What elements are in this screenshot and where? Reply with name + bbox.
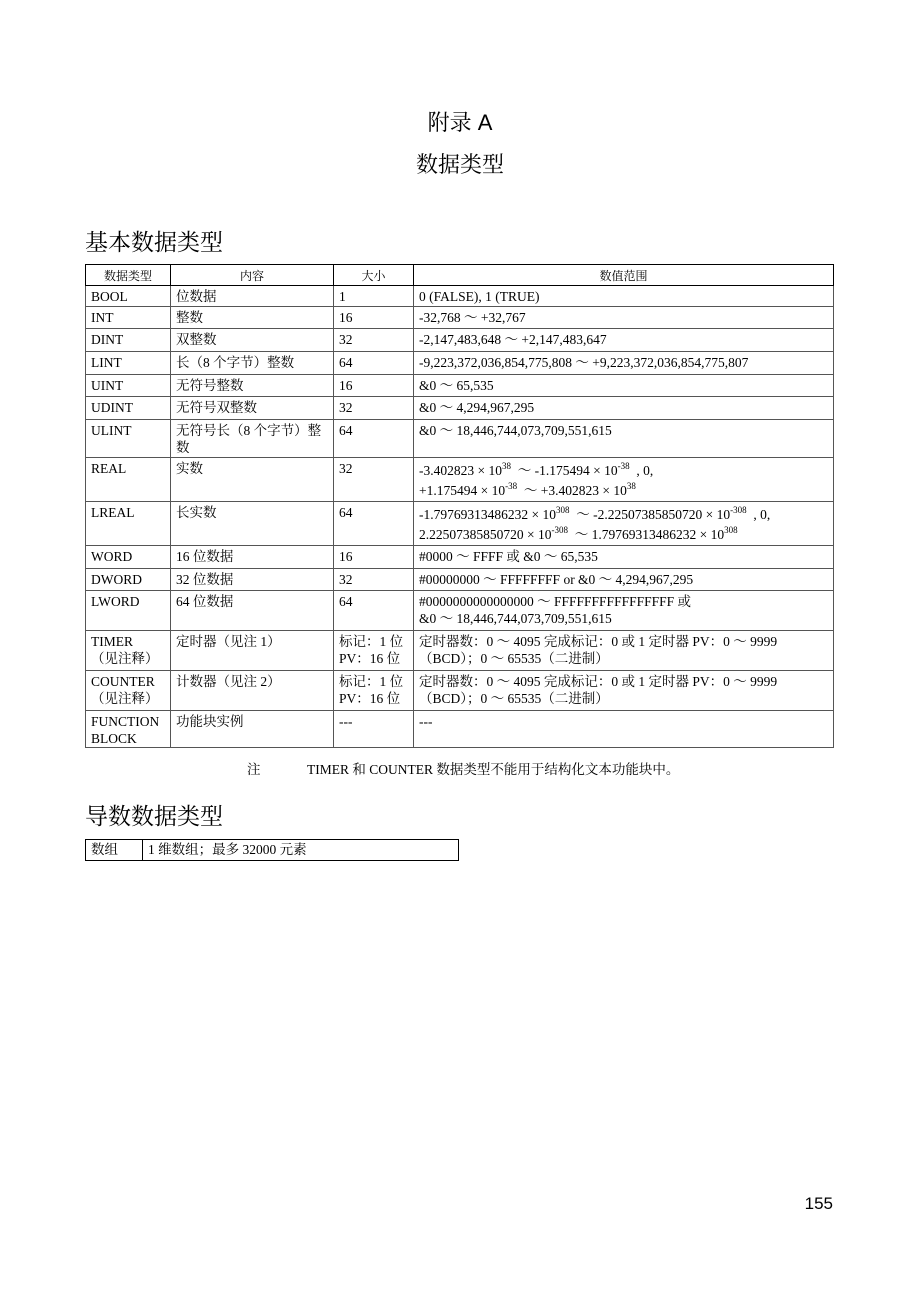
cell-line: （见注释） [91, 651, 159, 666]
cell-size [334, 375, 414, 397]
cell-line: LWORD [91, 594, 140, 609]
cell-size [334, 671, 414, 711]
cell-line: 功能块实例 [176, 714, 244, 729]
cell-line: LINT [91, 355, 122, 370]
cell-line: ULINT [91, 423, 132, 438]
table-row [86, 458, 834, 502]
derived-type-description: 1 维数组；最多 32000 元素 [143, 840, 459, 861]
cell-line: 32 [339, 400, 353, 415]
cell-line: DWORD [91, 572, 142, 587]
cell-line: 64 [339, 594, 353, 609]
cell-range [414, 397, 834, 420]
table-row [86, 546, 834, 569]
cell-line: LREAL [91, 505, 135, 520]
cell-line: （见注释） [91, 691, 159, 706]
exponent: 38 [501, 461, 511, 471]
column-header-content: 内容 [171, 265, 334, 286]
cell-content [171, 546, 334, 569]
cell-content [171, 420, 334, 458]
cell-line: PV：16 位 [339, 691, 401, 706]
cell-line: --- [419, 714, 433, 729]
cell-content [171, 711, 334, 748]
cell-line: #00000000 ～ FFFFFFFF or &0 ～ 4,294,967,295 [419, 572, 694, 587]
cell-range [414, 671, 834, 711]
cell-type [86, 711, 171, 748]
cell-content [171, 458, 334, 502]
cell-size [334, 458, 414, 502]
cell-type [86, 397, 171, 420]
cell-line [419, 461, 829, 481]
cell-type [86, 286, 171, 307]
cell-size [334, 307, 414, 329]
cell-line: 计数器（见注 2） [176, 674, 281, 689]
cell-line: （BCD）；0 ～ 65535（二进制） [419, 651, 609, 666]
cell-content [171, 286, 334, 307]
appendix-title: 附录 A [427, 110, 493, 135]
column-header-size: 大小 [334, 265, 414, 286]
cell-type [86, 329, 171, 352]
cell-line: BLOCK [91, 731, 137, 746]
cell-size [334, 502, 414, 546]
page-subtitle: 数据类型 [415, 152, 504, 177]
basic-types-heading: 基本数据类型 [85, 229, 223, 255]
cell-line: 位数据 [176, 289, 217, 304]
cell-line: （BCD）；0 ～ 65535（二进制） [419, 691, 609, 706]
table-row [86, 569, 834, 591]
cell-line: 32 [339, 461, 353, 476]
table-row [86, 840, 459, 861]
cell-type [86, 569, 171, 591]
range-text: , 0, [746, 507, 771, 522]
cell-line: 无符号整数 [176, 378, 244, 393]
cell-line: 长（8 个字节）整数 [176, 355, 295, 370]
exponent: -38 [505, 481, 518, 491]
page-number: 155 [804, 1194, 833, 1213]
cell-line [419, 481, 829, 501]
cell-range [414, 307, 834, 329]
cell-line: 0 (FALSE), 1 (TRUE) [419, 289, 540, 304]
cell-size [334, 546, 414, 569]
cell-size [334, 397, 414, 420]
cell-range [414, 546, 834, 569]
cell-line: 16 [339, 549, 353, 564]
cell-range [414, 286, 834, 307]
table-row [86, 591, 834, 631]
cell-size [334, 591, 414, 631]
basic-types-table [85, 264, 834, 748]
table-row [86, 502, 834, 546]
cell-line: -2,147,483,648 ～ +2,147,483,647 [419, 332, 607, 347]
exponent: -38 [617, 461, 630, 471]
exponent: 308 [724, 525, 738, 535]
table-row [86, 671, 834, 711]
table-row [86, 352, 834, 375]
table-row [86, 631, 834, 671]
cell-line: 双整数 [176, 332, 217, 347]
cell-line: 16 [339, 310, 353, 325]
cell-line: REAL [91, 461, 127, 476]
range-text: , 0, [629, 463, 654, 478]
cell-content [171, 591, 334, 631]
cell-line: WORD [91, 549, 133, 564]
range-text: ～ -1.175494 × 10 [510, 463, 618, 478]
cell-line: &0 ～ 18,446,744,073,709,551,615 [419, 611, 612, 626]
column-header-type: 数据类型 [86, 265, 171, 286]
cell-range [414, 352, 834, 375]
cell-line: UINT [91, 378, 124, 393]
cell-range [414, 711, 834, 748]
cell-size [334, 711, 414, 748]
cell-size [334, 329, 414, 352]
cell-line: &0 ～ 65,535 [419, 378, 494, 393]
cell-type [86, 502, 171, 546]
table-row [86, 329, 834, 352]
cell-line: 1 [339, 289, 346, 304]
cell-range [414, 631, 834, 671]
cell-line: 64 [339, 505, 353, 520]
derived-types-table [85, 839, 459, 861]
table-row [86, 286, 834, 307]
cell-line: 定时器数：0 ～ 4095 完成标记：0 或 1 定时器 PV：0 ～ 9999 [419, 674, 778, 689]
cell-type [86, 671, 171, 711]
table-row [86, 711, 834, 748]
cell-line: &0 ～ 4,294,967,295 [419, 400, 535, 415]
cell-line: 定时器数：0 ～ 4095 完成标记：0 或 1 定时器 PV：0 ～ 9999 [419, 634, 778, 649]
table-header-row [86, 265, 834, 286]
cell-line: 标记：1 位 [339, 674, 404, 689]
cell-line: 64 位数据 [176, 594, 234, 609]
cell-line: -32,768 ～ +32,767 [419, 310, 526, 325]
cell-line: 32 [339, 332, 353, 347]
cell-line: 标记：1 位 [339, 634, 404, 649]
cell-line: 长实数 [176, 505, 217, 520]
cell-range [414, 458, 834, 502]
cell-line: &0 ～ 18,446,744,073,709,551,615 [419, 423, 612, 438]
cell-line: FUNCTION [91, 714, 160, 729]
exponent: 308 [555, 505, 570, 515]
cell-line: 16 位数据 [176, 549, 234, 564]
cell-range [414, 591, 834, 631]
cell-content [171, 352, 334, 375]
cell-type [86, 631, 171, 671]
note-label: 注 [247, 762, 261, 777]
cell-type [86, 307, 171, 329]
cell-line: #0000 ～ FFFF 或 &0 ～ 65,535 [419, 549, 598, 564]
range-text: 2.22507385850720 × 10 [419, 527, 552, 542]
range-text: +1.175494 × 10 [419, 483, 506, 498]
cell-line: INT [91, 310, 114, 325]
cell-content [171, 671, 334, 711]
basic-types-body [86, 286, 834, 748]
cell-size [334, 631, 414, 671]
cell-content [171, 329, 334, 352]
cell-line [419, 525, 829, 545]
cell-line: 定时器（见注 1） [176, 634, 281, 649]
cell-type [86, 420, 171, 458]
cell-type [86, 352, 171, 375]
exponent: 38 [626, 481, 636, 491]
cell-size [334, 286, 414, 307]
cell-line: BOOL [91, 289, 128, 304]
cell-line: UDINT [91, 400, 133, 415]
column-header-range: 数值范围 [414, 265, 834, 286]
cell-line: 实数 [176, 461, 203, 476]
range-text: ～ -2.22507385850720 × 10 [569, 507, 731, 522]
table-row [86, 307, 834, 329]
derived-types-heading: 导数数据类型 [85, 803, 223, 829]
cell-type [86, 458, 171, 502]
derived-type-name: 数组 [86, 840, 143, 861]
cell-content [171, 307, 334, 329]
table-row [86, 420, 834, 458]
cell-line: PV：16 位 [339, 651, 401, 666]
cell-size [334, 352, 414, 375]
cell-range [414, 375, 834, 397]
cell-line: 无符号长（8 个字节）整 [176, 423, 322, 438]
cell-range [414, 569, 834, 591]
range-text: ～ +3.402823 × 10 [517, 483, 627, 498]
exponent: -308 [730, 505, 747, 515]
cell-line: DINT [91, 332, 124, 347]
cell-line: 整数 [176, 310, 203, 325]
cell-line: 64 [339, 423, 353, 438]
cell-line: 无符号双整数 [176, 400, 257, 415]
cell-line [419, 505, 829, 525]
cell-content [171, 397, 334, 420]
note-text: TIMER 和 COUNTER 数据类型不能用于结构化文本功能块中。 [307, 762, 680, 777]
cell-content [171, 631, 334, 671]
cell-content [171, 569, 334, 591]
cell-content [171, 502, 334, 546]
cell-line: 32 位数据 [176, 572, 234, 587]
cell-line: COUNTER [91, 674, 155, 689]
range-text: ～ 1.79769313486232 × 10 [568, 527, 725, 542]
cell-size [334, 420, 414, 458]
cell-size [334, 569, 414, 591]
cell-line: 64 [339, 355, 353, 370]
cell-line: 32 [339, 572, 353, 587]
cell-line: 16 [339, 378, 353, 393]
cell-type [86, 591, 171, 631]
cell-type [86, 546, 171, 569]
cell-line: 数 [176, 440, 190, 455]
cell-range [414, 420, 834, 458]
cell-line: -9,223,372,036,854,775,808 ～ +9,223,372,036,854,775,807 [419, 355, 749, 370]
cell-content [171, 375, 334, 397]
range-text: -3.402823 × 10 [419, 463, 502, 478]
cell-range [414, 329, 834, 352]
exponent: -308 [551, 525, 568, 535]
cell-line: --- [339, 714, 353, 729]
cell-range [414, 502, 834, 546]
cell-line: TIMER [91, 634, 133, 649]
table-row [86, 375, 834, 397]
cell-type [86, 375, 171, 397]
range-text: -1.79769313486232 × 10 [419, 507, 556, 522]
table-row [86, 397, 834, 420]
cell-line: #0000000000000000 ～ FFFFFFFFFFFFFFFF 或 [419, 594, 692, 609]
